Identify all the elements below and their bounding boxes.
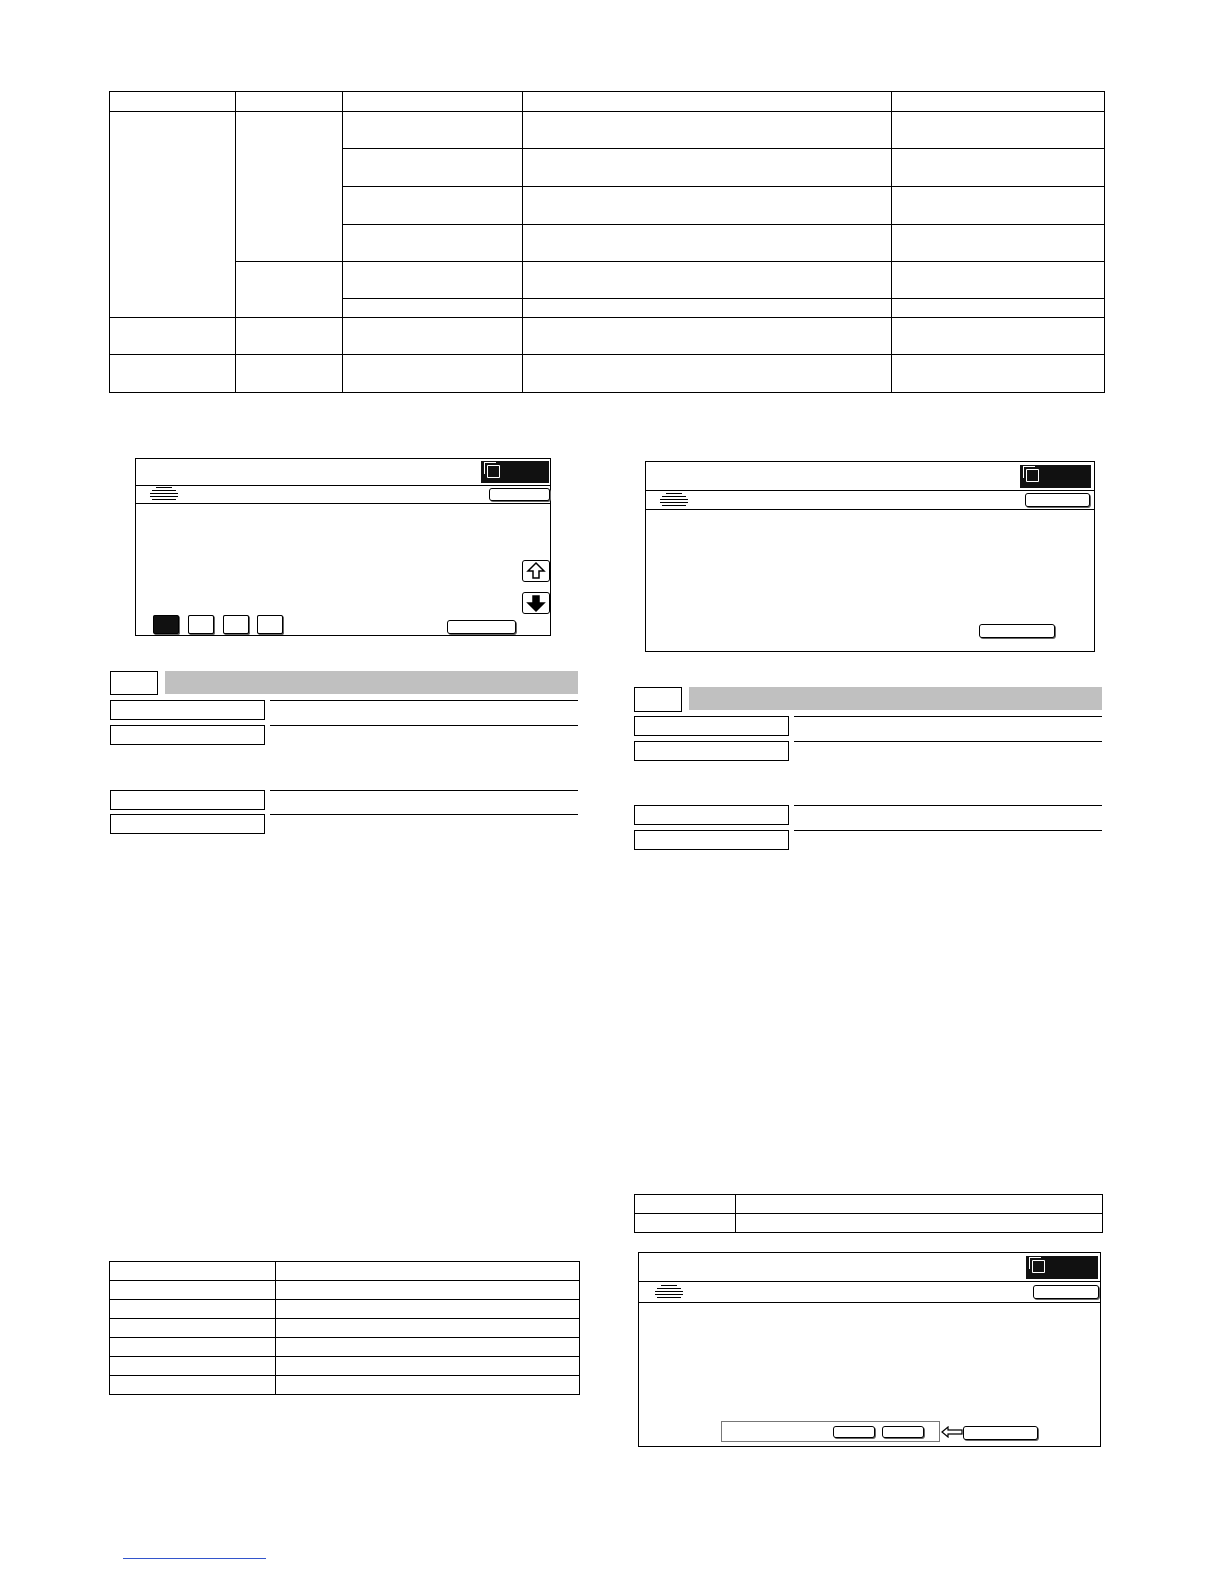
table-cell — [276, 1300, 580, 1319]
table-cell — [236, 112, 343, 262]
right-screen-panel — [645, 461, 1095, 652]
header-cell — [523, 92, 892, 112]
table-cell — [892, 355, 1105, 393]
legend-title-bar — [689, 687, 1102, 710]
table-cell — [635, 1214, 736, 1233]
table-cell — [523, 355, 892, 393]
ok-button[interactable] — [489, 488, 550, 501]
copy-icon-front — [487, 465, 500, 478]
table-cell — [892, 262, 1105, 299]
legend-rule — [270, 700, 578, 701]
tab-1[interactable] — [153, 615, 179, 634]
table-cell — [523, 225, 892, 262]
table-cell — [236, 318, 343, 355]
legend-item-4 — [634, 830, 789, 850]
right-small-table — [634, 1194, 1103, 1233]
legend-item-2 — [110, 725, 265, 745]
copy-icon-front — [1032, 1260, 1045, 1273]
legend-item-4 — [110, 814, 265, 834]
table-row — [110, 1376, 580, 1395]
table-row — [635, 1214, 1103, 1233]
execute-button[interactable] — [447, 620, 516, 634]
subheader-divider — [136, 503, 550, 504]
table-cell — [523, 187, 892, 225]
table-cell — [110, 1300, 276, 1319]
table-cell — [110, 1357, 276, 1376]
table-cell — [276, 1338, 580, 1357]
value-field[interactable] — [721, 1421, 940, 1442]
header-cell — [892, 92, 1105, 112]
legend-item-2 — [634, 741, 789, 761]
bottom-left-table — [109, 1261, 580, 1395]
table-row — [110, 318, 1105, 355]
copy-mode-badge[interactable] — [481, 461, 549, 483]
scroll-up-button[interactable] — [522, 560, 550, 582]
subheader-divider — [646, 509, 1094, 510]
table-cell — [276, 1281, 580, 1300]
table-cell — [523, 318, 892, 355]
legend-code-box — [634, 687, 682, 712]
copy-mode-badge[interactable] — [1020, 465, 1091, 488]
subheader-divider — [639, 1302, 1100, 1303]
table-cell — [343, 187, 523, 225]
legend-item-1 — [634, 716, 789, 736]
legend-code-box — [110, 671, 158, 695]
table-cell — [276, 1376, 580, 1395]
table-row — [110, 1262, 580, 1281]
table-cell — [236, 355, 343, 393]
execute-button[interactable] — [979, 624, 1055, 638]
arrow-down-icon — [523, 593, 549, 613]
table-cell — [110, 112, 236, 318]
table-cell — [736, 1214, 1103, 1233]
bottom-screen-panel — [638, 1252, 1101, 1447]
ok-button[interactable] — [1025, 493, 1090, 507]
table-cell — [343, 112, 523, 149]
table-cell — [523, 299, 892, 318]
table-cell — [110, 355, 236, 393]
table-cell — [892, 318, 1105, 355]
legend-rule — [794, 805, 1102, 806]
header-cell — [343, 92, 523, 112]
table-row — [110, 1319, 580, 1338]
copy-icon-front — [1026, 469, 1039, 482]
scroll-down-button[interactable] — [522, 592, 550, 614]
table-cell — [892, 112, 1105, 149]
table-cell — [343, 262, 523, 299]
menu-lines-icon — [150, 485, 178, 503]
table-cell — [635, 1195, 736, 1214]
table-cell — [343, 318, 523, 355]
table-row — [110, 1357, 580, 1376]
table-row — [110, 1338, 580, 1357]
table-row — [110, 262, 1105, 299]
legend-rule — [794, 741, 1102, 742]
table-cell — [892, 149, 1105, 187]
table-cell — [110, 318, 236, 355]
header-cell — [110, 92, 236, 112]
header-divider — [136, 485, 550, 486]
table-cell — [110, 1376, 276, 1395]
header-divider — [646, 490, 1094, 491]
table-cell — [110, 1262, 276, 1281]
legend-title-bar — [165, 671, 578, 694]
table-cell — [276, 1262, 580, 1281]
ok-button[interactable] — [1033, 1285, 1099, 1299]
table-cell — [892, 299, 1105, 318]
execute-button[interactable] — [963, 1426, 1038, 1440]
table-cell — [523, 262, 892, 299]
legend-item-3 — [634, 805, 789, 825]
legend-rule — [794, 716, 1102, 717]
table-cell — [110, 1281, 276, 1300]
header-divider — [639, 1281, 1100, 1282]
table-cell — [523, 112, 892, 149]
menu-lines-icon — [660, 491, 688, 509]
table-row — [110, 1300, 580, 1319]
table-cell — [523, 149, 892, 187]
table-cell — [110, 1319, 276, 1338]
tab-3[interactable] — [223, 615, 249, 634]
tab-2[interactable] — [188, 615, 214, 634]
table-cell — [343, 225, 523, 262]
header-cell — [236, 92, 343, 112]
top-table — [109, 91, 1105, 393]
menu-lines-icon — [655, 1283, 683, 1301]
footer-link[interactable] — [123, 1558, 266, 1559]
legend-rule — [270, 814, 578, 815]
table-cell — [276, 1319, 580, 1338]
table-row — [110, 112, 1105, 149]
table-cell — [892, 225, 1105, 262]
table-cell — [343, 149, 523, 187]
table-cell — [110, 1338, 276, 1357]
table-header-row — [110, 92, 1105, 112]
legend-item-1 — [110, 700, 265, 720]
table-row — [110, 1281, 580, 1300]
left-screen-panel — [135, 458, 551, 636]
tab-4[interactable] — [257, 615, 283, 634]
table-cell — [343, 355, 523, 393]
copy-mode-badge[interactable] — [1026, 1256, 1098, 1279]
table-row — [635, 1195, 1103, 1214]
table-cell — [343, 299, 523, 318]
legend-rule — [270, 790, 578, 791]
arrow-up-icon — [523, 561, 549, 581]
table-cell — [276, 1357, 580, 1376]
table-cell — [892, 187, 1105, 225]
table-cell — [236, 262, 343, 318]
legend-rule — [270, 725, 578, 726]
option-b-button[interactable] — [882, 1426, 924, 1438]
legend-item-3 — [110, 790, 265, 810]
table-row — [110, 355, 1105, 393]
table-cell — [736, 1195, 1103, 1214]
option-a-button[interactable] — [833, 1426, 875, 1438]
arrow-left-icon — [941, 1426, 963, 1438]
legend-rule — [794, 830, 1102, 831]
